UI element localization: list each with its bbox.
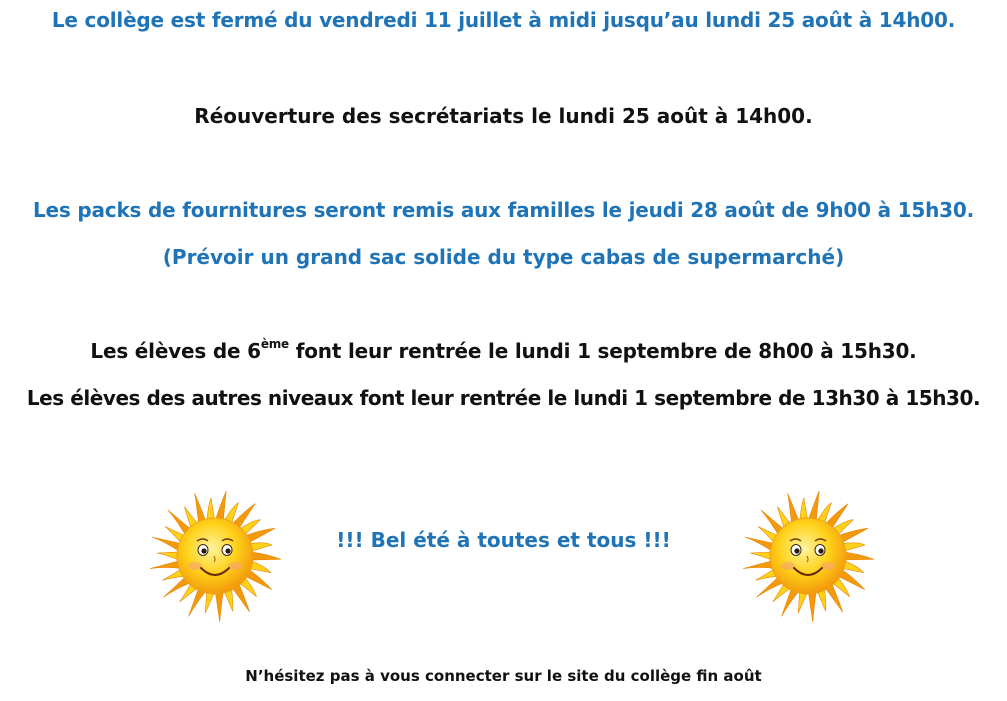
sixth-grade-notice	[0, 339, 1007, 363]
closure-notice: Le collège est fermé du vendredi 11 juillet à midi jusqu’au lundi 25 août à 14h00.	[51, 8, 956, 32]
website-note: N’hésitez pas à vous connecter sur le site du collège fin août	[245, 667, 762, 685]
reopening-notice: Réouverture des secrétariats le lundi 25 août à 14h00.	[194, 104, 813, 128]
smiling-sun-icon	[740, 488, 876, 624]
sun-face	[770, 518, 846, 594]
other-levels-notice: Les élèves des autres niveaux font leur rentrée le lundi 1 septembre de 13h30 à 15h30.	[26, 386, 981, 410]
sixth-grade-suffix: font leur rentrée le lundi 1 septembre de 8h00 à 15h30.	[289, 339, 917, 363]
summer-greeting: !!! Bel été à toutes et tous !!!	[336, 528, 671, 552]
sixth-grade-superscript: ème	[260, 337, 289, 352]
supplies-notice: Les packs de fournitures seront remis aux familles le jeudi 28 août de 9h00 à 15h30.	[33, 198, 974, 222]
sixth-grade-prefix: Les élèves de 6	[90, 339, 261, 363]
sun-face	[177, 518, 253, 594]
smiling-sun-icon	[147, 488, 283, 624]
bag-advice: (Prévoir un grand sac solide du type cabas de supermarché)	[162, 245, 845, 269]
